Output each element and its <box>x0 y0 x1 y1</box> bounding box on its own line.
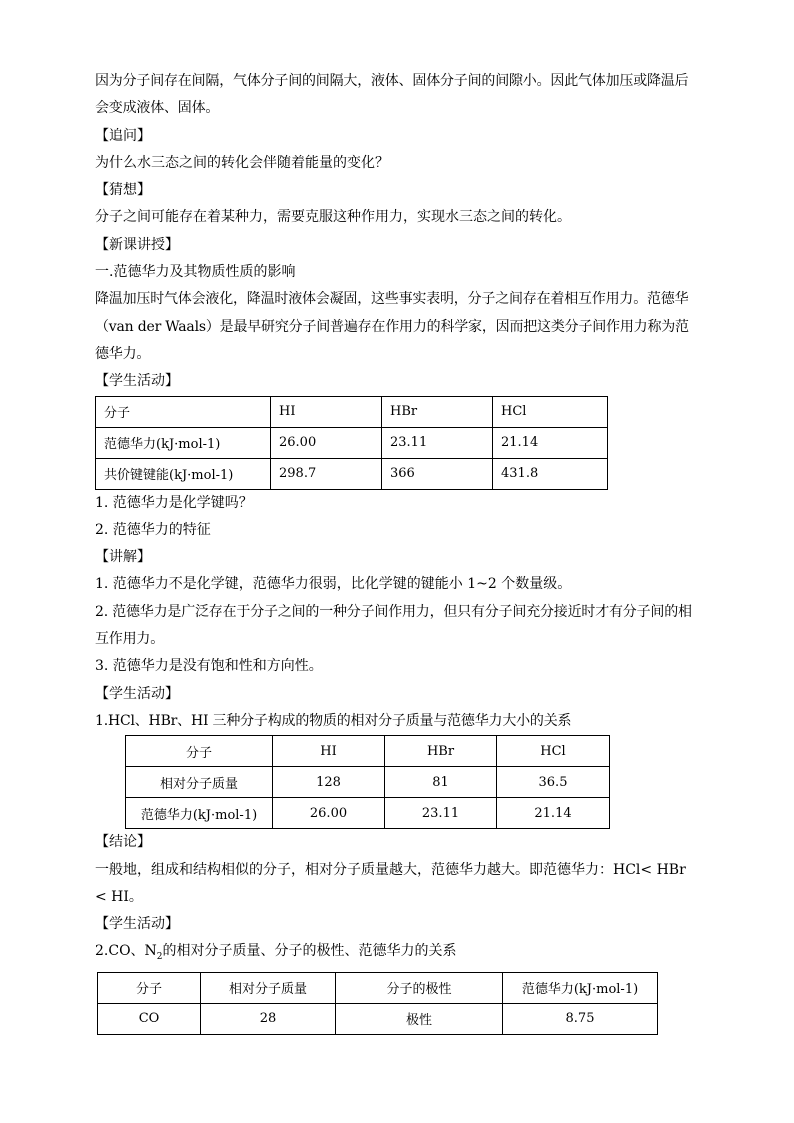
activity3-title-suffix: 的相对分子质量、分子的极性、范德华力的关系 <box>162 943 457 960</box>
explain-heading: 【讲解】 <box>95 549 151 566</box>
table-cell: HBr <box>382 396 493 427</box>
guess-heading: 【猜想】 <box>95 182 151 199</box>
table-row <box>98 972 658 1003</box>
table-mass-vs-vdw <box>125 735 610 829</box>
newlesson-text: 降温加压时气体会液化，降温时液体会凝固，这些事实表明，分子之间存在着相互作用力。范德华（van der Waals）是最早研究分子间普遍存在作用力的科学家，因而把这类分子间作用力称为范德华力。 <box>95 291 689 362</box>
table-cell: 分子 <box>126 736 273 767</box>
table-cell: 共价键键能(kJ·mol-1) <box>96 458 271 489</box>
question-1: 1. 范德华力是化学键吗？ <box>95 494 253 511</box>
table-cell: HI <box>273 736 385 767</box>
table-row <box>126 798 610 829</box>
table-cell: 26.00 <box>271 427 382 458</box>
table-cell: 431.8 <box>493 458 608 489</box>
table-cell: 分子 <box>98 972 201 1003</box>
table-cell: 范德华力(kJ·mol-1) <box>126 798 273 829</box>
table-cell: 范德华力(kJ·mol-1) <box>503 972 658 1003</box>
table-row <box>126 767 610 798</box>
table-cell: 相对分子质量 <box>201 972 336 1003</box>
activity2-heading: 【学生活动】 <box>95 685 179 702</box>
table-cell: HCl <box>493 396 608 427</box>
document-page <box>95 68 700 1035</box>
table-cell: CO <box>98 1003 201 1034</box>
explain-item-1: 1. 范德华力不是化学键，范德华力很弱，比化学键的键能小 1~2 个数量级。 <box>95 576 572 593</box>
question-2: 2. 范德华力的特征 <box>95 521 211 538</box>
conclusion-heading: 【结论】 <box>95 834 151 851</box>
table-cell: HBr <box>385 736 497 767</box>
activity3-heading: 【学生活动】 <box>95 916 179 933</box>
table-cell: 21.14 <box>497 798 610 829</box>
table-cell: 分子 <box>96 396 271 427</box>
table-cell: HCl <box>497 736 610 767</box>
table-cell: 21.14 <box>493 427 608 458</box>
table-row <box>96 396 608 427</box>
activity3-title-subscript: 2 <box>156 952 163 963</box>
table-row <box>96 458 608 489</box>
table-vdw-vs-bond-energy <box>95 396 608 490</box>
explain-item-2: 2. 范德华力是广泛存在于分子之间的一种分子间作用力，但只有分子间充分接近时才有分子间的相互作用力。 <box>95 603 692 648</box>
table-row <box>126 736 610 767</box>
table-cell: HI <box>271 396 382 427</box>
table-cell: 分子的极性 <box>336 972 503 1003</box>
newlesson-heading: 【新课讲授】 <box>95 236 179 253</box>
followup-question: 为什么水三态之间的转化会伴随着能量的变化？ <box>95 154 389 171</box>
table-row <box>98 1003 658 1034</box>
table-cell: 极性 <box>336 1003 503 1034</box>
conclusion-text: 一般地，组成和结构相似的分子，相对分子质量越大，范德华力越大。即范德华力：HCl< HBr < HI。 <box>95 861 686 905</box>
section-title: 一.范德华力及其物质性质的影响 <box>95 264 296 281</box>
table-cell: 81 <box>385 767 497 798</box>
table-polarity-vs-vdw <box>97 972 658 1035</box>
activity3-title <box>95 938 700 971</box>
explain-item-3: 3. 范德华力是没有饱和性和方向性。 <box>95 658 323 675</box>
table-cell: 范德华力(kJ·mol-1) <box>96 427 271 458</box>
table-cell: 23.11 <box>385 798 497 829</box>
table-cell: 28 <box>201 1003 336 1034</box>
activity1-heading: 【学生活动】 <box>95 373 179 390</box>
table-cell: 36.5 <box>497 767 610 798</box>
table-cell: 相对分子质量 <box>126 767 273 798</box>
table-cell: 366 <box>382 458 493 489</box>
activity2-title: 1.HCl、HBr、HI 三种分子构成的物质的相对分子质量与范德华力大小的关系 <box>95 712 572 729</box>
table-cell: 8.75 <box>503 1003 658 1034</box>
activity3-title-prefix: 2.CO、N <box>95 943 157 960</box>
intro-paragraph: 因为分子间存在间隔，气体分子间的间隔大，液体、固体分子间的间隙小。因此气体加压或降温后会变成液体、固体。 <box>95 73 689 117</box>
table-cell: 298.7 <box>271 458 382 489</box>
table-cell: 23.11 <box>382 427 493 458</box>
followup-heading: 【追问】 <box>95 127 151 144</box>
table-cell: 128 <box>273 767 385 798</box>
table-cell: 26.00 <box>273 798 385 829</box>
table-row <box>96 427 608 458</box>
guess-text: 分子之间可能存在着某种力，需要克服这种作用力，实现水三态之间的转化。 <box>95 209 571 226</box>
